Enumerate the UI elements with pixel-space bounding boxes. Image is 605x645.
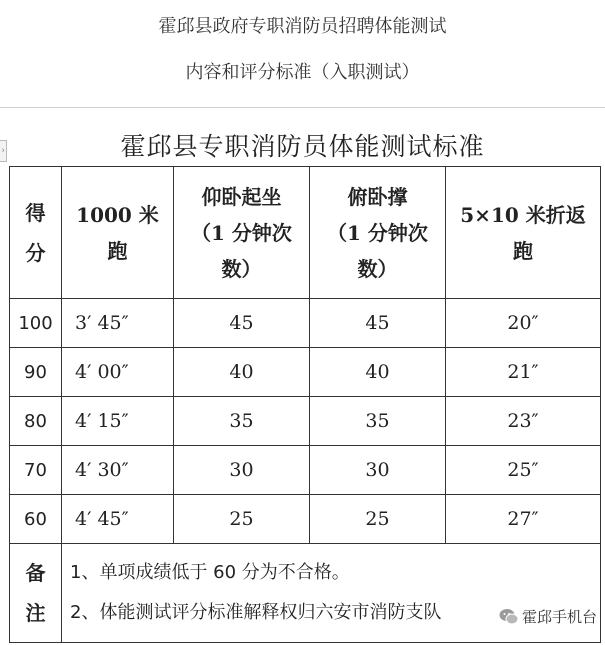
margin-handle[interactable]: › <box>0 140 7 162</box>
table-row <box>10 348 601 397</box>
cell-situps: 25 <box>174 495 310 544</box>
table-row <box>10 446 601 495</box>
note-item: 1、单项成绩低于 60 分为不合格。 <box>70 562 350 583</box>
cell-shuttle: 20″ <box>446 299 601 348</box>
cell-shuttle: 27″ <box>446 495 601 544</box>
cell-1000m: 4′ 15″ <box>62 397 174 446</box>
cell-situps: 35 <box>174 397 310 446</box>
divider <box>0 107 605 108</box>
header-1000m-run: 1000 米 跑 <box>62 167 174 299</box>
cell-pushups: 45 <box>310 299 446 348</box>
notes-row <box>10 544 601 643</box>
cell-score: 80 <box>10 397 62 446</box>
header-pushups: 俯卧撑 （1 分钟次 数） <box>310 167 446 299</box>
cell-score: 100 <box>10 299 62 348</box>
cell-score: 70 <box>10 446 62 495</box>
page-title: 霍邱县政府专职消防员招聘体能测试 <box>158 16 447 37</box>
cell-shuttle: 25″ <box>446 446 601 495</box>
header-shuttle-run: 5×10 米折返 跑 <box>446 167 601 299</box>
note-item: 2、体能测试评分标准解释权归六安市消防支队 <box>70 602 442 623</box>
cell-shuttle: 21″ <box>446 348 601 397</box>
table-row <box>10 495 601 544</box>
watermark <box>499 606 597 627</box>
header-score: 得 分 <box>10 167 62 299</box>
cell-pushups: 35 <box>310 397 446 446</box>
notes-content <box>62 544 601 643</box>
cell-pushups: 30 <box>310 446 446 495</box>
watermark-text: 霍邱手机台 <box>521 608 597 626</box>
page-subtitle: 内容和评分标准（入职测试） <box>185 62 420 83</box>
table-row <box>10 397 601 446</box>
cell-score: 90 <box>10 348 62 397</box>
fitness-standard-table <box>9 166 601 643</box>
cell-situps: 45 <box>174 299 310 348</box>
cell-shuttle: 23″ <box>446 397 601 446</box>
cell-pushups: 25 <box>310 495 446 544</box>
cell-1000m: 4′ 00″ <box>62 348 174 397</box>
cell-1000m: 4′ 30″ <box>62 446 174 495</box>
cell-1000m: 4′ 45″ <box>62 495 174 544</box>
header-situps: 仰卧起坐 （1 分钟次 数） <box>174 167 310 299</box>
cell-pushups: 40 <box>310 348 446 397</box>
cell-score: 60 <box>10 495 62 544</box>
cell-1000m: 3′ 45″ <box>62 299 174 348</box>
table-header-row <box>10 167 601 299</box>
cell-situps: 30 <box>174 446 310 495</box>
table-row <box>10 299 601 348</box>
table-title: 霍邱县专职消防员体能测试标准 <box>120 132 485 161</box>
notes-label: 备 注 <box>10 544 62 643</box>
wechat-icon <box>499 608 519 626</box>
cell-situps: 40 <box>174 348 310 397</box>
